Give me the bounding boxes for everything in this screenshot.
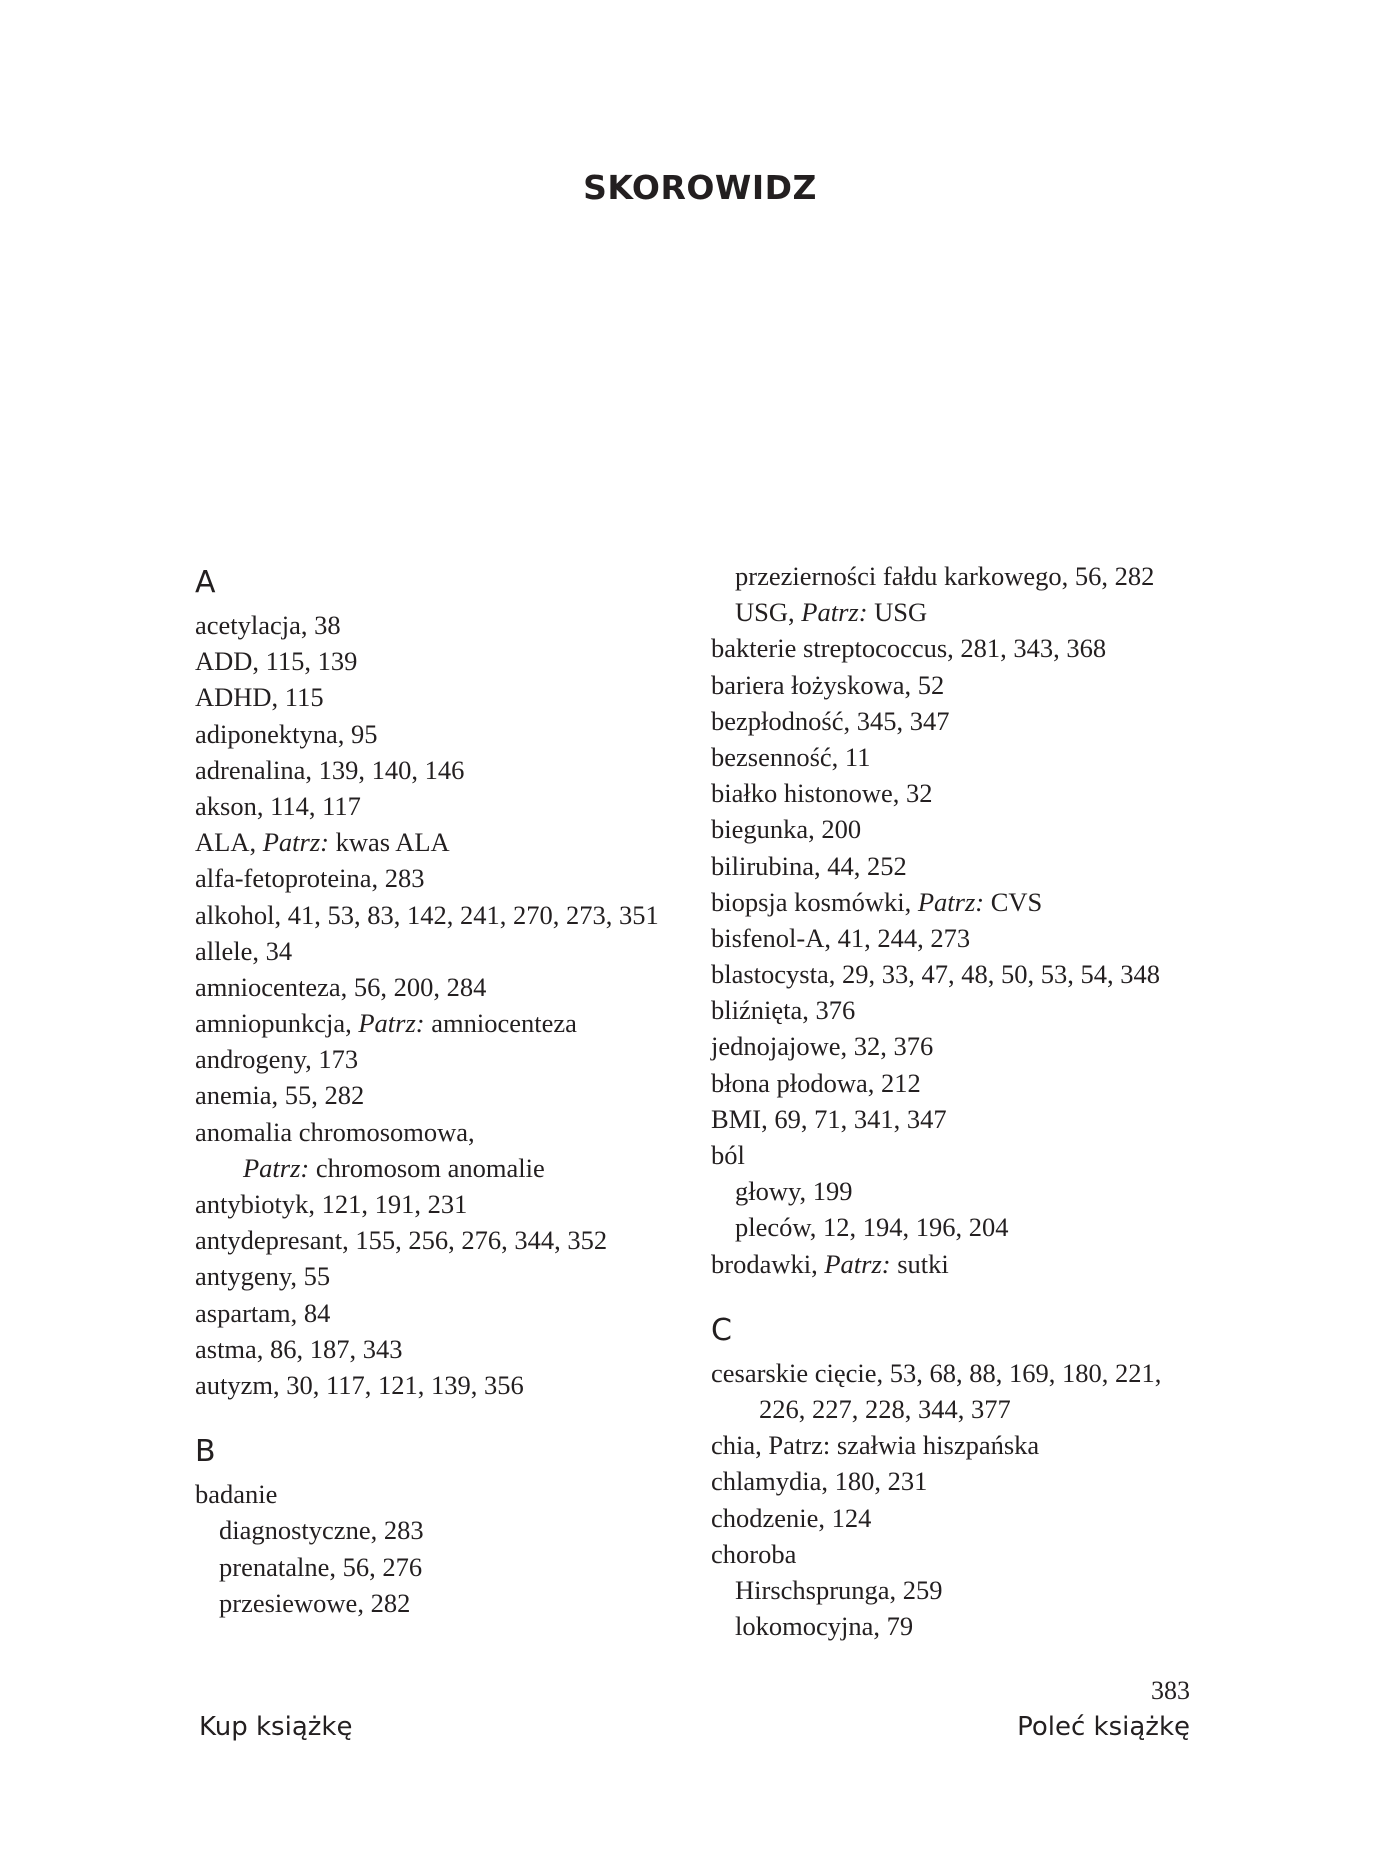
index-entry: chia, Patrz: szałwia hiszpańska [711, 1430, 1040, 1461]
index-entry: ADHD, 115 [195, 682, 324, 713]
index-entry: białko histonowe, 32 [711, 778, 933, 809]
index-entry: anomalia chromosomowa, [195, 1116, 475, 1147]
index-entry: badanie [195, 1479, 278, 1510]
index-subentry: Hirschsprunga, 259 [735, 1574, 943, 1605]
buy-book-link[interactable]: Kup książkę [199, 1712, 353, 1742]
index-entry [711, 884, 1231, 920]
index-entry: choroba [711, 1538, 797, 1569]
index-subentry: lokomocyjna, 79 [735, 1611, 914, 1642]
entry-text: ALA, [195, 827, 263, 858]
index-entry: androgeny, 173 [195, 1044, 359, 1075]
cross-reference-label: Patrz: [262, 827, 329, 858]
index-entry: bliźnięta, 376 [711, 995, 856, 1026]
index-subentry: głowy, 199 [735, 1176, 853, 1207]
index-column-left [195, 558, 695, 1621]
cross-reference-target: CVS [984, 886, 1043, 917]
cross-reference-target: USG [867, 597, 928, 628]
page-title: SKOROWIDZ [583, 168, 817, 207]
index-entry: BMI, 69, 71, 341, 347 [711, 1103, 947, 1134]
entry-text: USG, [735, 597, 802, 628]
index-entry: allele, 34 [195, 935, 293, 966]
index-entry [711, 1246, 1231, 1282]
cross-reference-target: sutki [890, 1248, 949, 1279]
index-entry: blastocysta, 29, 33, 47, 48, 50, 53, 54, 348 [711, 959, 1160, 990]
index-entry: bisfenol-A, 41, 244, 273 [711, 922, 971, 953]
index-entry: bakterie streptococcus, 281, 343, 368 [711, 633, 1107, 664]
cross-reference-target: chromosom anomalie [309, 1152, 545, 1183]
entry-text: biopsja kosmówki, [711, 886, 918, 917]
index-subentry: przezierności fałdu karkowego, 56, 282 [735, 561, 1155, 591]
index-subentry [711, 594, 1231, 630]
index-entry: acetylacja, 38 [195, 610, 341, 640]
index-entry: bariera łożyskowa, 52 [711, 669, 945, 700]
index-entry [195, 1005, 695, 1041]
index-entry: alfa-fetoproteina, 283 [195, 863, 425, 894]
cross-reference-target: kwas ALA [328, 827, 450, 858]
cross-reference-label: Patrz: [801, 597, 868, 628]
entry-text: amniopunkcja, [195, 1008, 359, 1039]
cross-reference-label: Patrz: [243, 1152, 310, 1183]
index-entry: antygeny, 55 [195, 1261, 331, 1292]
cross-reference-label: Patrz: [824, 1248, 891, 1279]
index-entry: astma, 86, 187, 343 [195, 1333, 403, 1364]
index-continuation [195, 1150, 695, 1186]
cross-reference-label: Patrz: [917, 886, 985, 917]
index-entry: akson, 114, 117 [195, 790, 361, 821]
entry-text: brodawki, [711, 1248, 825, 1279]
index-continuation: 226, 227, 228, 344, 377 [759, 1393, 1011, 1424]
index-subentry: pleców, 12, 194, 196, 204 [735, 1212, 1009, 1243]
index-entry: adiponektyna, 95 [195, 718, 378, 749]
index-entry: jednojajowe, 32, 376 [711, 1031, 934, 1062]
index-entry: chlamydia, 180, 231 [711, 1466, 928, 1497]
index-entry: błona płodowa, 212 [711, 1067, 921, 1098]
index-entry: aspartam, 84 [195, 1297, 331, 1328]
recommend-book-link[interactable]: Poleć książkę [1017, 1712, 1190, 1742]
index-entry: adrenalina, 139, 140, 146 [195, 754, 465, 785]
cross-reference-label: Patrz: [358, 1008, 425, 1039]
index-entry: chodzenie, 124 [711, 1502, 872, 1533]
section-letter: A [195, 565, 216, 600]
page-number: 383 [1151, 1676, 1190, 1705]
index-entry: amniocenteza, 56, 200, 284 [195, 971, 487, 1002]
index-entry: bilirubina, 44, 252 [711, 850, 907, 881]
index-entry: cesarskie cięcie, 53, 68, 88, 169, 180, 221, [711, 1357, 1162, 1388]
index-entry: bezpłodność, 345, 347 [711, 705, 950, 736]
index-entry: anemia, 55, 282 [195, 1080, 365, 1111]
index-entry: antydepresant, 155, 256, 276, 344, 352 [195, 1225, 608, 1256]
index-entry: biegunka, 200 [711, 814, 862, 845]
index-entry: autyzm, 30, 117, 121, 139, 356 [195, 1369, 524, 1400]
section-letter: C [711, 1312, 732, 1348]
index-subentry: prenatalne, 56, 276 [219, 1551, 423, 1582]
index-subentry: przesiewowe, 282 [219, 1587, 411, 1618]
index-column-right [711, 558, 1231, 1644]
index-entry: bezsenność, 11 [711, 741, 871, 772]
index-entry: ból [711, 1140, 745, 1170]
cross-reference-target: amniocenteza [424, 1008, 577, 1039]
index-entry: alkohol, 41, 53, 83, 142, 241, 270, 273, 351 [195, 899, 659, 930]
index-entry [195, 824, 695, 860]
section-letter: B [195, 1434, 216, 1470]
index-entry: ADD, 115, 139 [195, 646, 358, 677]
index-entry: antybiotyk, 121, 191, 231 [195, 1189, 468, 1219]
index-subentry: diagnostyczne, 283 [219, 1515, 424, 1546]
